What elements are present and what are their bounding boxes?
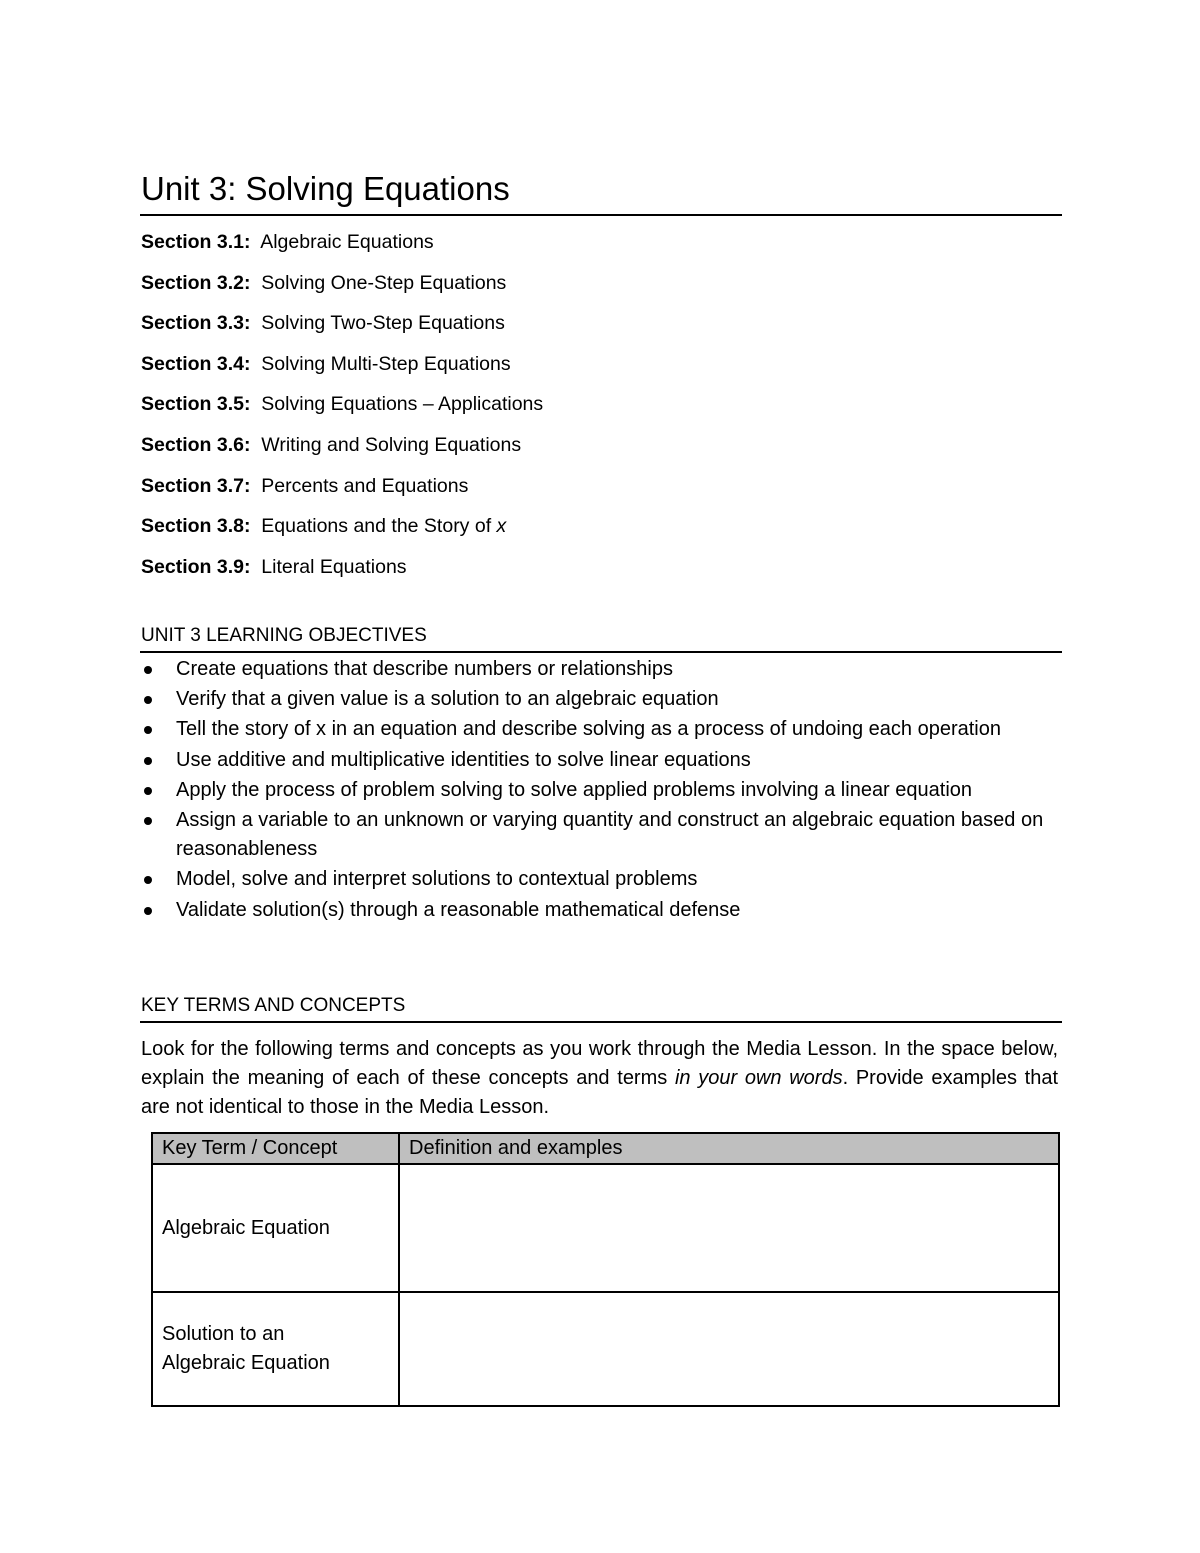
section-title: Percents and Equations — [261, 474, 469, 497]
key-terms-table — [151, 1132, 1060, 1407]
section-item — [141, 472, 543, 513]
unit-title: Unit 3: Solving Equations — [141, 170, 510, 207]
section-item — [141, 228, 543, 269]
title-rule — [140, 214, 1062, 216]
table-row — [152, 1164, 1059, 1292]
objective-item — [141, 806, 1061, 864]
objective-item — [141, 746, 1061, 775]
bullet-icon — [144, 666, 152, 674]
definition-cell[interactable] — [399, 1292, 1059, 1406]
section-item — [141, 269, 543, 310]
section-title: Writing and Solving Equations — [261, 433, 522, 456]
objective-text: Tell the story of x in an equation and describe solving as a process of undoing each operation — [176, 718, 1001, 741]
objectives-list — [141, 655, 1061, 926]
section-item — [141, 512, 543, 553]
table-row — [152, 1292, 1059, 1406]
bullet-icon — [144, 757, 152, 765]
key-terms-intro — [141, 1035, 1058, 1122]
bullet-icon — [144, 787, 152, 795]
section-title: Literal Equations — [261, 555, 407, 578]
term-cell: Solution to an Algebraic Equation — [152, 1292, 399, 1406]
section-title: Solving Two-Step Equations — [261, 312, 505, 335]
section-title: Solving Equations – Applications — [261, 393, 544, 416]
section-item — [141, 390, 543, 431]
key-terms-rule — [140, 1021, 1062, 1023]
term-cell: Algebraic Equation — [152, 1164, 399, 1292]
column-header-definition: Definition and examples — [399, 1133, 1059, 1164]
section-title-variable: x — [496, 515, 507, 538]
bullet-icon — [144, 696, 152, 704]
section-title: Algebraic Equations — [260, 231, 434, 253]
objective-item — [141, 685, 1061, 714]
section-label: Section 3.3: — [141, 312, 251, 335]
definition-cell[interactable] — [399, 1164, 1059, 1292]
objective-item — [141, 865, 1061, 894]
section-list — [141, 228, 543, 593]
intro-text: Look for the following terms and concepts as you work through the Media Lesson. In the space below, explain the meaning of each of these concepts and terms — [141, 1038, 1058, 1089]
objective-text: Create equations that describe numbers or relationships — [176, 658, 673, 680]
objective-text: Verify that a given value is a solution to an algebraic equation — [176, 688, 719, 711]
bullet-icon — [144, 726, 152, 734]
section-item — [141, 350, 543, 391]
intro-emphasis: in your own words — [674, 1067, 843, 1089]
bullet-icon — [144, 876, 152, 884]
objectives-rule — [140, 651, 1062, 653]
objective-item — [141, 715, 1061, 744]
objective-text: Use additive and multiplicative identities to solve linear equations — [176, 748, 751, 771]
section-label: Section 3.6: — [141, 433, 251, 456]
column-header-term: Key Term / Concept — [152, 1133, 399, 1164]
section-label: Section 3.1: — [141, 231, 251, 253]
section-label: Section 3.2: — [141, 271, 251, 294]
section-title: Solving One-Step Equations — [261, 271, 507, 294]
objective-text: Model, solve and interpret solutions to contextual problems — [176, 868, 698, 891]
objective-item — [141, 655, 1061, 684]
section-item — [141, 309, 543, 350]
section-item — [141, 431, 543, 472]
bullet-icon — [144, 817, 152, 825]
section-item — [141, 553, 543, 594]
section-title: Solving Multi-Step Equations — [261, 352, 511, 375]
objective-text: Apply the process of problem solving to solve applied problems involving a linear equation — [176, 778, 973, 801]
objectives-heading: UNIT 3 LEARNING OBJECTIVES — [141, 625, 427, 646]
section-label: Section 3.8: — [141, 515, 251, 538]
section-label: Section 3.5: — [141, 393, 251, 416]
bullet-icon — [144, 907, 152, 915]
section-title: Equations and the Story of — [261, 515, 497, 538]
section-label: Section 3.7: — [141, 474, 251, 497]
table-header-row — [152, 1133, 1059, 1164]
key-terms-heading: KEY TERMS AND CONCEPTS — [141, 995, 406, 1016]
section-label: Section 3.4: — [141, 352, 251, 375]
objective-item — [141, 776, 1061, 805]
objective-item — [141, 896, 1061, 925]
section-label: Section 3.9: — [141, 555, 251, 578]
objective-text: Validate solution(s) through a reasonable mathematical defense — [176, 898, 741, 921]
objective-text: Assign a variable to an unknown or varying quantity and construct an algebraic equation based on reasonableness — [176, 809, 1044, 861]
intro-text-end: . Provide examples that are not identical to those in the Media Lesson. — [141, 1067, 1058, 1118]
